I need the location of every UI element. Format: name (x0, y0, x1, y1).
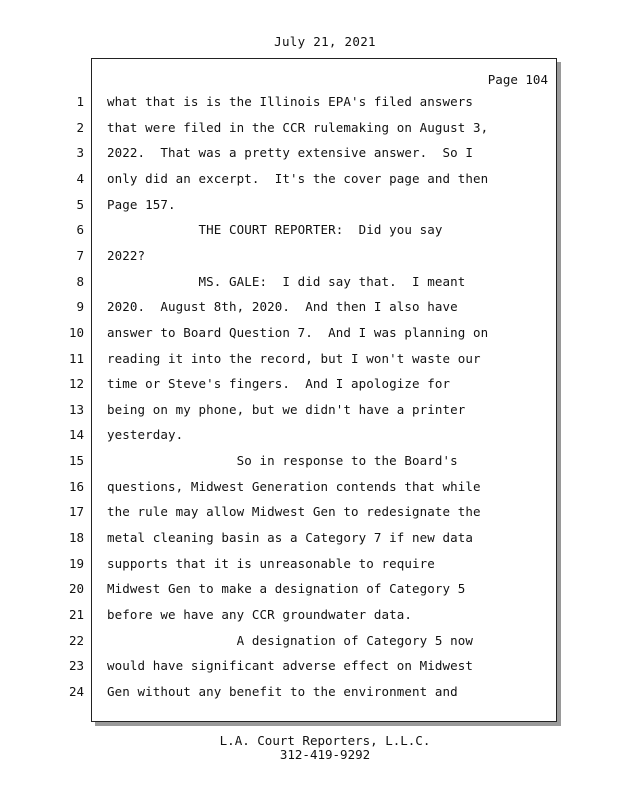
transcript-line-text: answer to Board Question 7. And I was planning on (107, 325, 489, 340)
footer-phone: 312-419-9292 (279, 747, 371, 762)
transcript-line-text: that were filed in the CCR rulemaking on August 3, (107, 120, 489, 135)
line-number: 17 (68, 504, 84, 519)
transcript-line-text: supports that it is unreasonable to require (107, 556, 435, 571)
transcript-date: July 21, 2021 (274, 34, 376, 49)
transcript-line-text: would have significant adverse effect on Midwest (107, 658, 474, 673)
line-number: 10 (68, 325, 84, 340)
line-number: 23 (68, 658, 84, 673)
transcript-line-text: A designation of Category 5 now (107, 633, 474, 648)
line-number: 20 (68, 581, 84, 596)
transcript-line-text: only did an excerpt. It's the cover page and then (107, 171, 489, 186)
line-number: 16 (68, 479, 84, 494)
footer-company: L.A. Court Reporters, L.L.C. (219, 733, 431, 748)
line-number: 14 (68, 427, 84, 442)
transcript-line-text: being on my phone, but we didn't have a printer (107, 402, 466, 417)
line-number: 7 (76, 248, 84, 263)
transcript-line-text: 2020. August 8th, 2020. And then I also have (107, 299, 458, 314)
line-number: 2 (76, 120, 84, 135)
transcript-line-text: what that is is the Illinois EPA's filed answers (107, 94, 474, 109)
line-number: 13 (68, 402, 84, 417)
transcript-line-text: the rule may allow Midwest Gen to redesignate the (107, 504, 481, 519)
line-number: 19 (68, 556, 84, 571)
transcript-line-text: reading it into the record, but I won't waste our (107, 351, 481, 366)
line-number: 9 (76, 299, 84, 314)
line-number: 18 (68, 530, 84, 545)
transcript-line-text: THE COURT REPORTER: Did you say (107, 222, 443, 237)
line-number: 24 (68, 684, 84, 699)
line-number: 15 (68, 453, 84, 468)
line-number: 11 (68, 351, 84, 366)
transcript-line-text: Page 157. (107, 197, 176, 212)
transcript-line-text: metal cleaning basin as a Category 7 if new data (107, 530, 474, 545)
line-number: 5 (76, 197, 84, 212)
transcript-line-text: MS. GALE: I did say that. I meant (107, 274, 466, 289)
transcript-line-text: 2022. That was a pretty extensive answer. So I (107, 145, 474, 160)
line-number: 6 (76, 222, 84, 237)
transcript-line-text: yesterday. (107, 427, 184, 442)
transcript-line-text: time or Steve's fingers. And I apologize for (107, 376, 451, 391)
page-number: Page 104 (487, 72, 548, 87)
transcript-line-text: So in response to the Board's (107, 453, 458, 468)
transcript-line-text: questions, Midwest Generation contends that while (107, 479, 481, 494)
line-number: 4 (76, 171, 84, 186)
transcript-line-text: 2022? (107, 248, 146, 263)
line-number: 1 (76, 94, 84, 109)
line-number: 8 (76, 274, 84, 289)
line-number: 12 (68, 376, 84, 391)
line-number: 3 (76, 145, 84, 160)
transcript-line-text: Gen without any benefit to the environment and (107, 684, 458, 699)
line-number: 21 (68, 607, 84, 622)
transcript-line-text: before we have any CCR groundwater data. (107, 607, 413, 622)
transcript-line-text: Midwest Gen to make a designation of Category 5 (107, 581, 466, 596)
line-number: 22 (68, 633, 84, 648)
